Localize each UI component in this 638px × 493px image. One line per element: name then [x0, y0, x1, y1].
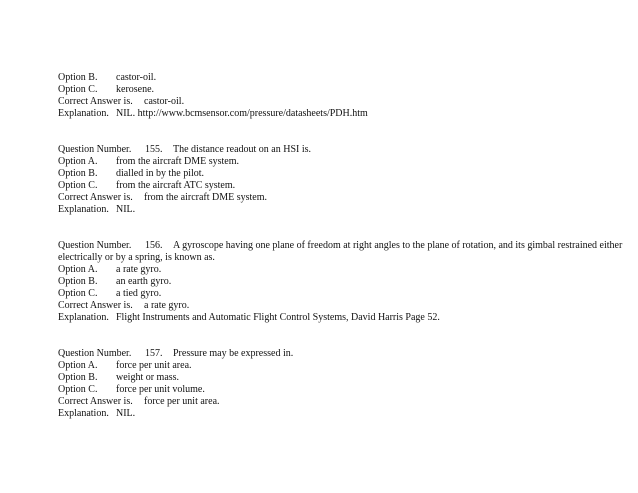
option-line [58, 288, 628, 300]
option-label: Option B. [58, 168, 98, 179]
option-text: a tied gyro. [116, 288, 162, 299]
question-text: Pressure may be expressed in. [173, 348, 294, 359]
option-label: Option B. [58, 276, 98, 287]
option-label: Option A. [58, 156, 98, 167]
question-text: A gyroscope having one plane of freedom at right angles to the plane of rotation, and its gimbal restrained either electrically or by a spring, is known as. [58, 240, 623, 263]
explanation-line [58, 204, 628, 216]
option-line [58, 72, 628, 84]
option-label: Option A. [58, 360, 98, 371]
option-text: a rate gyro. [116, 264, 162, 275]
explanation-text: NIL. [116, 204, 136, 215]
question-block-155 [58, 144, 628, 216]
question-block-154-tail [58, 72, 628, 120]
option-text: from the aircraft ATC system. [116, 180, 236, 191]
question-number: 155. [145, 144, 163, 155]
answer-text: castor-oil. [144, 96, 185, 107]
option-text: weight or mass. [116, 372, 180, 383]
answer-text: force per unit area. [144, 396, 220, 407]
option-line [58, 276, 628, 288]
option-line [58, 360, 628, 372]
question-number: 157. [145, 348, 163, 359]
option-text: kerosene. [116, 84, 155, 95]
option-text: force per unit volume. [116, 384, 205, 395]
question-text: The distance readout on an HSI is. [173, 144, 312, 155]
option-text: force per unit area. [116, 360, 192, 371]
answer-text: a rate gyro. [144, 300, 190, 311]
explanation-text: Flight Instruments and Automatic Flight Control Systems, David Harris Page 52. [116, 312, 440, 323]
option-text: from the aircraft DME system. [116, 156, 240, 167]
question-line [58, 144, 628, 156]
option-label: Option A. [58, 264, 98, 275]
option-label: Option B. [58, 372, 98, 383]
explanation-line [58, 408, 628, 420]
question-block-156 [58, 240, 628, 324]
explanation-line [58, 108, 628, 120]
option-label: Option C. [58, 288, 98, 299]
question-label: Question Number. [58, 144, 132, 155]
answer-line [58, 300, 628, 312]
option-line [58, 168, 628, 180]
question-line [58, 348, 628, 360]
option-label: Option B. [58, 72, 98, 83]
option-label: Option C. [58, 84, 98, 95]
answer-label: Correct Answer is. [58, 96, 133, 107]
explanation-text: NIL. http://www.bcmsensor.com/pressure/datasheets/PDH.htm [116, 108, 368, 119]
explanation-label: Explanation. [58, 204, 109, 215]
answer-text: from the aircraft DME system. [144, 192, 268, 203]
explanation-line [58, 312, 628, 324]
option-line [58, 384, 628, 396]
question-number: 156. [145, 240, 163, 251]
question-block-157 [58, 348, 628, 420]
answer-line [58, 96, 628, 108]
answer-label: Correct Answer is. [58, 396, 133, 407]
explanation-label: Explanation. [58, 108, 109, 119]
answer-line [58, 192, 628, 204]
option-line [58, 264, 628, 276]
answer-label: Correct Answer is. [58, 300, 133, 311]
document-page [58, 72, 628, 444]
explanation-label: Explanation. [58, 312, 109, 323]
option-line [58, 180, 628, 192]
option-label: Option C. [58, 384, 98, 395]
option-line [58, 84, 628, 96]
option-text: castor-oil. [116, 72, 157, 83]
explanation-label: Explanation. [58, 408, 109, 419]
question-label: Question Number. [58, 240, 132, 251]
explanation-text: NIL. [116, 408, 136, 419]
question-label: Question Number. [58, 348, 132, 359]
option-text: dialled in by the pilot. [116, 168, 205, 179]
option-line [58, 372, 628, 384]
option-label: Option C. [58, 180, 98, 191]
option-text: an earth gyro. [116, 276, 172, 287]
answer-label: Correct Answer is. [58, 192, 133, 203]
question-line [58, 240, 628, 264]
answer-line [58, 396, 628, 408]
option-line [58, 156, 628, 168]
